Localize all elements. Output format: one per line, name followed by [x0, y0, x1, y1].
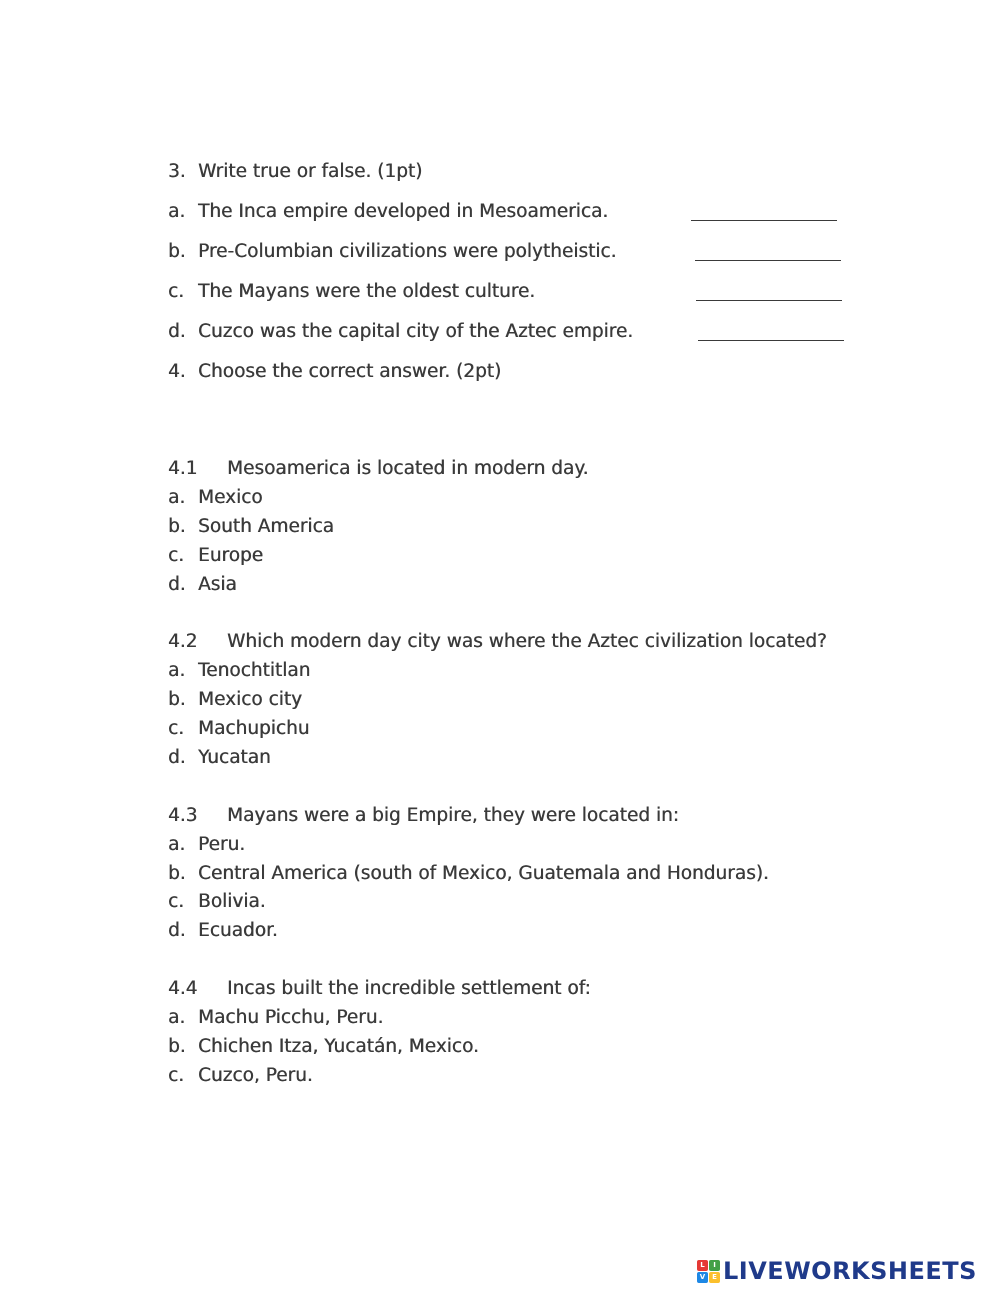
tf-item-b [168, 240, 616, 264]
option-4-3-b[interactable] [168, 862, 769, 886]
logo-blocks-icon [697, 1260, 720, 1283]
option-text: Tenochtitlan [198, 660, 311, 681]
item-text: The Mayans were the oldest culture. [198, 281, 536, 302]
section-number: 3. [168, 161, 186, 182]
option-text: South America [198, 516, 334, 537]
option-text: Machu Picchu, Peru. [198, 1007, 384, 1028]
option-4-2-a[interactable] [168, 659, 310, 683]
option-text: Yucatan [198, 747, 271, 768]
option-letter: c. [168, 718, 185, 739]
option-4-2-d[interactable] [168, 746, 271, 770]
item-letter: c. [168, 281, 185, 302]
logo-block-i: I [709, 1260, 720, 1271]
option-4-3-d[interactable] [168, 919, 278, 943]
option-4-1-b[interactable] [168, 515, 334, 539]
option-text: Mexico [198, 487, 263, 508]
question-4-2 [168, 630, 827, 654]
option-letter: d. [168, 920, 186, 941]
option-letter: c. [168, 891, 185, 912]
logo-block-e: E [709, 1272, 720, 1283]
item-letter: b. [168, 241, 186, 262]
option-4-1-c[interactable] [168, 544, 263, 568]
answer-blank-c[interactable] [696, 299, 842, 301]
item-letter: a. [168, 201, 186, 222]
item-letter: d. [168, 321, 186, 342]
question-4-4 [168, 977, 591, 1001]
option-text: Peru. [198, 834, 246, 855]
option-text: Bolivia. [198, 891, 266, 912]
option-text: Machupichu [198, 718, 310, 739]
item-text: Pre-Columbian civilizations were polytheistic. [198, 241, 617, 262]
option-4-2-b[interactable] [168, 688, 302, 712]
option-4-1-d[interactable] [168, 573, 237, 597]
option-4-4-b[interactable] [168, 1035, 479, 1059]
option-letter: b. [168, 1036, 186, 1057]
question-number: 4.3 [168, 805, 198, 826]
option-text: Ecuador. [198, 920, 278, 941]
logo-text: LIVEWORKSHEETS [723, 1257, 977, 1285]
option-text: Asia [198, 574, 237, 595]
tf-item-d [168, 320, 633, 344]
answer-blank-d[interactable] [698, 339, 844, 341]
option-letter: a. [168, 660, 186, 681]
option-letter: a. [168, 487, 186, 508]
answer-blank-b[interactable] [695, 259, 841, 261]
option-4-4-c[interactable] [168, 1064, 313, 1088]
option-4-2-c[interactable] [168, 717, 309, 741]
option-letter: d. [168, 747, 186, 768]
option-text: Mexico city [198, 689, 302, 710]
question-4-1 [168, 457, 588, 481]
question-text: Mesoamerica is located in modern day. [227, 458, 589, 479]
option-text: Europe [198, 545, 264, 566]
question-text: Which modern day city was where the Aztec civilization located? [227, 631, 827, 652]
option-letter: d. [168, 574, 186, 595]
section-instruction: Choose the correct answer. (2pt) [198, 361, 502, 382]
logo-block-l: L [697, 1260, 708, 1271]
option-text: Cuzco, Peru. [198, 1065, 313, 1086]
section-instruction: Write true or false. (1pt) [198, 161, 423, 182]
answer-blank-a[interactable] [691, 219, 837, 221]
section-number: 4. [168, 361, 186, 382]
option-letter: a. [168, 1007, 186, 1028]
question-4-3 [168, 804, 679, 828]
tf-item-c [168, 280, 535, 304]
tf-item-a [168, 200, 608, 224]
question-number: 4.1 [168, 458, 198, 479]
option-text: Chichen Itza, Yucatán, Mexico. [198, 1036, 479, 1057]
option-4-4-a[interactable] [168, 1006, 383, 1030]
option-letter: c. [168, 1065, 185, 1086]
option-4-1-a[interactable] [168, 486, 263, 510]
liveworksheets-logo [697, 1258, 977, 1284]
question-number: 4.2 [168, 631, 198, 652]
section-4-heading [168, 360, 501, 384]
item-text: Cuzco was the capital city of the Aztec empire. [198, 321, 634, 342]
item-text: The Inca empire developed in Mesoamerica. [198, 201, 609, 222]
option-letter: b. [168, 863, 186, 884]
option-letter: a. [168, 834, 186, 855]
question-text: Incas built the incredible settlement of: [227, 978, 591, 999]
option-4-3-c[interactable] [168, 890, 266, 914]
question-text: Mayans were a big Empire, they were located in: [227, 805, 679, 826]
option-letter: c. [168, 545, 185, 566]
section-3-heading [168, 160, 422, 184]
option-text: Central America (south of Mexico, Guatemala and Honduras). [198, 863, 769, 884]
logo-block-v: V [697, 1272, 708, 1283]
question-number: 4.4 [168, 978, 198, 999]
option-letter: b. [168, 516, 186, 537]
option-letter: b. [168, 689, 186, 710]
option-4-3-a[interactable] [168, 833, 245, 857]
